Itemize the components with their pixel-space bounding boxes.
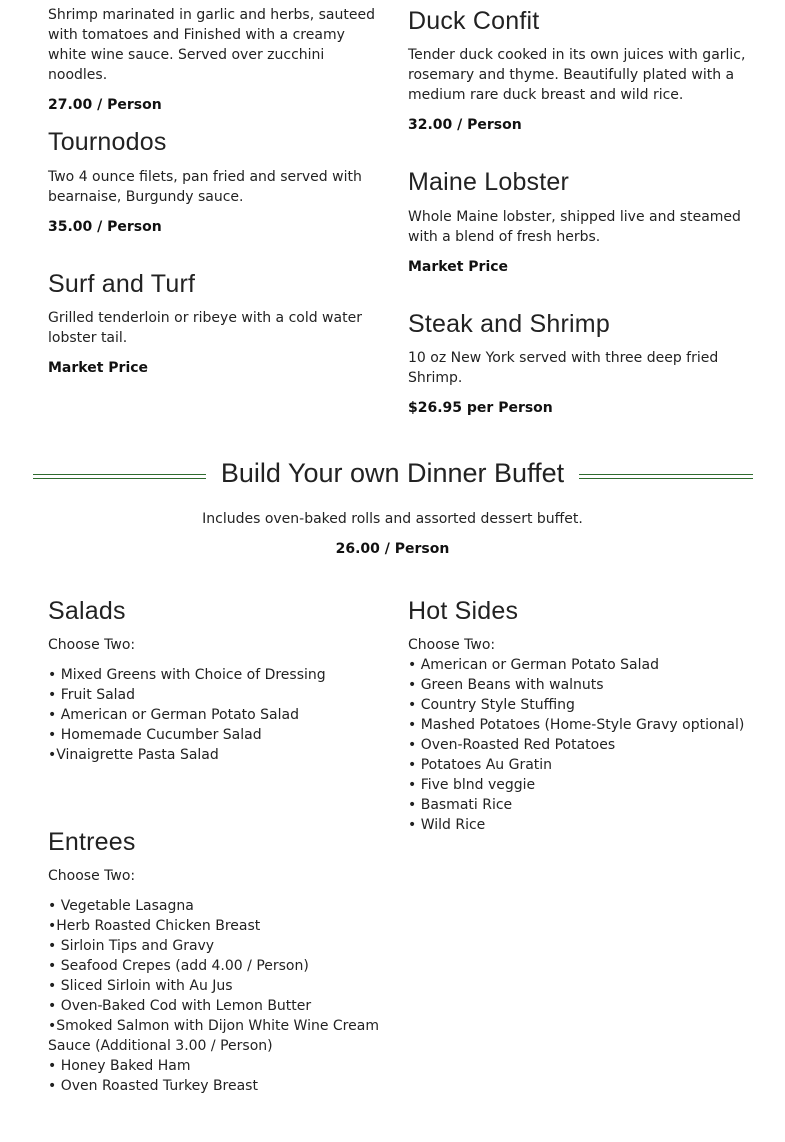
lobster-description: Whole Maine lobster, shipped live and steamed with a blend of fresh herbs. <box>408 209 741 245</box>
list-item: • Fruit Salad <box>48 687 136 703</box>
entrees-section <box>48 827 383 1096</box>
hot-sides-choose: Choose Two: <box>408 637 496 653</box>
list-item: • Potatoes Au Gratin <box>408 757 553 773</box>
buffet-price: 26.00 / Person <box>335 541 450 557</box>
surf-turf-price: Market Price <box>48 360 149 376</box>
tournodos-description: Two 4 ounce filets, pan fried and served with bearnaise, Burgundy sauce. <box>48 169 362 205</box>
list-item: • Wild Rice <box>408 817 486 833</box>
list-item: • American or German Potato Salad <box>48 707 299 723</box>
list-item: • Sliced Sirloin with Au Jus <box>48 978 233 994</box>
list-item: • American or German Potato Salad <box>408 657 659 673</box>
duck-price: 32.00 / Person <box>408 117 522 133</box>
steak-shrimp-description: 10 oz New York served with three deep fried Shrimp. <box>408 350 719 386</box>
duck-title: Duck Confit <box>408 7 540 35</box>
list-item: • Honey Baked Ham <box>48 1058 191 1074</box>
lobster-dish <box>408 167 753 277</box>
list-item: • Oven-Roasted Red Potatoes <box>408 737 616 753</box>
list-item: • Green Beans with walnuts <box>408 677 604 693</box>
salads-choose: Choose Two: <box>48 637 136 653</box>
shrimp-description: Shrimp marinated in garlic and herbs, sauteed with tomatoes and Finished with a creamy white wine sauce. Served over zucchini noodles. <box>48 7 375 83</box>
list-item: • Five blnd veggie <box>408 777 536 793</box>
salads-section <box>48 596 383 765</box>
list-item: • Vegetable Lasagna <box>48 898 194 914</box>
list-item: • Sirloin Tips and Gravy <box>48 938 215 954</box>
salads-list <box>48 665 383 765</box>
hot-sides-section <box>408 596 753 835</box>
list-item: • Seafood Crepes (add 4.00 / Person) <box>48 958 309 974</box>
hot-sides-title: Hot Sides <box>408 597 519 625</box>
hot-sides-list <box>408 655 753 835</box>
list-item: •Herb Roasted Chicken Breast <box>48 918 261 934</box>
entrees-list <box>48 896 383 1096</box>
duck-description: Tender duck cooked in its own juices with garlic, rosemary and thyme. Beautifully plated with a medium rare duck breast and wild rice. <box>408 47 746 103</box>
tournodos-title: Tournodos <box>48 128 167 156</box>
list-item: • Oven Roasted Turkey Breast <box>48 1078 258 1094</box>
list-item: •Vinaigrette Pasta Salad <box>48 747 219 763</box>
list-item: • Homemade Cucumber Salad <box>48 727 262 743</box>
steak-shrimp-dish <box>408 309 753 418</box>
entrees-choose: Choose Two: <box>48 868 136 884</box>
tournodos-price: 35.00 / Person <box>48 219 162 235</box>
list-item: • Mixed Greens with Choice of Dressing <box>48 667 326 683</box>
surf-turf-title: Surf and Turf <box>48 270 196 298</box>
shrimp-dish <box>48 5 383 115</box>
list-item: • Basmati Rice <box>408 797 513 813</box>
entrees-title: Entrees <box>48 828 136 856</box>
buffet-includes: Includes oven-baked rolls and assorted dessert buffet. <box>202 511 583 527</box>
shrimp-price: 27.00 / Person <box>48 97 162 113</box>
buffet-title: Build Your own Dinner Buffet <box>220 458 565 488</box>
steak-shrimp-title: Steak and Shrimp <box>408 310 610 338</box>
steak-shrimp-price: $26.95 per Person <box>408 400 553 416</box>
list-item: • Oven-Baked Cod with Lemon Butter <box>48 998 312 1014</box>
surf-turf-description: Grilled tenderloin or ribeye with a cold water lobster tail. <box>48 310 362 346</box>
tournodos-dish <box>48 127 383 237</box>
list-item: •Smoked Salmon with Dijon White Wine Cream Sauce (Additional 3.00 / Person) <box>48 1018 379 1054</box>
lobster-price: Market Price <box>408 259 509 275</box>
surf-turf-dish <box>48 269 383 378</box>
duck-dish <box>408 6 753 135</box>
lobster-title: Maine Lobster <box>408 168 570 196</box>
list-item: • Mashed Potatoes (Home-Style Gravy optional) <box>408 717 745 733</box>
list-item: • Country Style Stuffing <box>408 697 575 713</box>
salads-title: Salads <box>48 597 126 625</box>
